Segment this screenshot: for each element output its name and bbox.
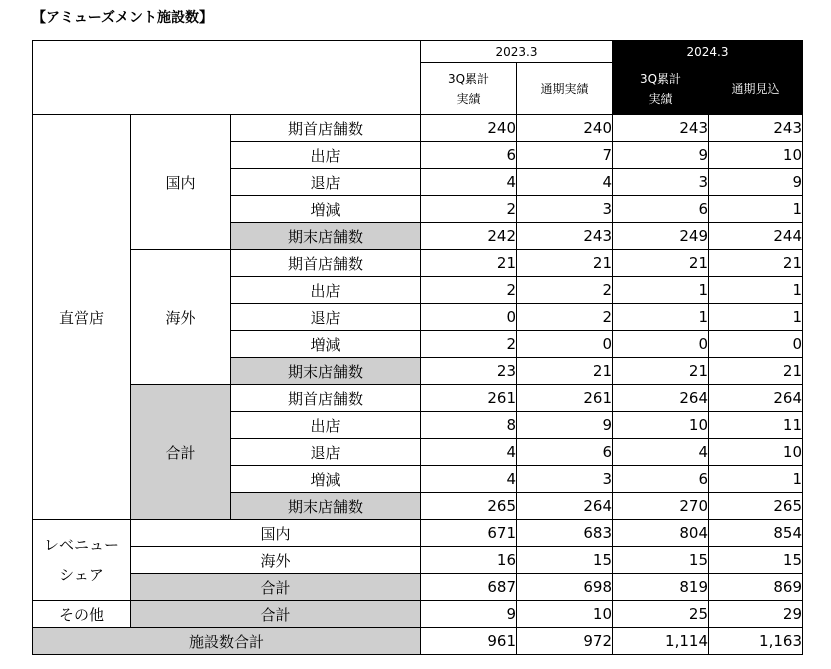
cell: 3 — [613, 169, 709, 196]
cell: 6 — [517, 439, 613, 466]
cell: 0 — [613, 331, 709, 358]
row-label: 退店 — [231, 169, 421, 196]
table-row — [33, 574, 803, 601]
cell: 21 — [709, 358, 803, 385]
cell: 1 — [709, 304, 803, 331]
row-label: 退店 — [231, 439, 421, 466]
row-label: 出店 — [231, 412, 421, 439]
cell: 698 — [517, 574, 613, 601]
cell: 240 — [517, 115, 613, 142]
group-revenue-share: レベニュー シェア — [33, 520, 131, 601]
cell: 261 — [421, 385, 517, 412]
cell: 16 — [421, 547, 517, 574]
cell: 1 — [709, 277, 803, 304]
cell: 1,163 — [709, 628, 803, 655]
cell: 671 — [421, 520, 517, 547]
cell: 244 — [709, 223, 803, 250]
cell: 1,114 — [613, 628, 709, 655]
cell: 11 — [709, 412, 803, 439]
cell: 6 — [613, 196, 709, 223]
cell: 21 — [517, 250, 613, 277]
cell: 243 — [517, 223, 613, 250]
table-row — [33, 385, 803, 412]
cell: 270 — [613, 493, 709, 520]
table-row — [33, 601, 803, 628]
cell: 4 — [421, 439, 517, 466]
cell: 2 — [421, 277, 517, 304]
cell: 23 — [421, 358, 517, 385]
cell: 264 — [613, 385, 709, 412]
cell: 9 — [613, 142, 709, 169]
cell: 7 — [517, 142, 613, 169]
cell: 242 — [421, 223, 517, 250]
table-row — [33, 250, 803, 277]
group-direct: 直営店 — [33, 115, 131, 520]
cell: 243 — [613, 115, 709, 142]
cell: 6 — [421, 142, 517, 169]
cell: 0 — [709, 331, 803, 358]
cell: 4 — [517, 169, 613, 196]
cell: 15 — [517, 547, 613, 574]
cell: 3 — [517, 466, 613, 493]
cell: 687 — [421, 574, 517, 601]
row-label: 海外 — [131, 547, 421, 574]
cell: 261 — [517, 385, 613, 412]
cell: 25 — [613, 601, 709, 628]
cell: 961 — [421, 628, 517, 655]
cell: 819 — [613, 574, 709, 601]
group-other: その他 — [33, 601, 131, 628]
cell: 9 — [421, 601, 517, 628]
cell: 8 — [421, 412, 517, 439]
row-label: 退店 — [231, 304, 421, 331]
group-domestic: 国内 — [131, 115, 231, 250]
cell: 2 — [517, 277, 613, 304]
row-label: 期首店舗数 — [231, 385, 421, 412]
cell: 1 — [709, 196, 803, 223]
cell: 6 — [613, 466, 709, 493]
cell: 265 — [709, 493, 803, 520]
cell: 683 — [517, 520, 613, 547]
facility-table — [32, 40, 803, 655]
row-label: 合計 — [131, 601, 421, 628]
row-label: 期末店舗数 — [231, 358, 421, 385]
cell: 4 — [421, 169, 517, 196]
header-col3-line1: 3Q累計 — [639, 71, 682, 86]
header-year-2024: 2024.3 — [613, 41, 803, 63]
cell: 265 — [421, 493, 517, 520]
cell: 10 — [613, 412, 709, 439]
header-year-2023: 2023.3 — [421, 41, 613, 63]
cell: 972 — [517, 628, 613, 655]
group-overseas: 海外 — [131, 250, 231, 385]
row-label: 期首店舗数 — [231, 250, 421, 277]
row-label: 期末店舗数 — [231, 493, 421, 520]
cell: 854 — [709, 520, 803, 547]
row-label: 期首店舗数 — [231, 115, 421, 142]
cell: 15 — [709, 547, 803, 574]
cell: 29 — [709, 601, 803, 628]
cell: 243 — [709, 115, 803, 142]
cell: 1 — [613, 304, 709, 331]
cell: 1 — [709, 466, 803, 493]
cell: 3 — [517, 196, 613, 223]
header-col4: 通期見込 — [709, 63, 803, 115]
cell: 1 — [613, 277, 709, 304]
table-row — [33, 520, 803, 547]
cell: 2 — [517, 304, 613, 331]
header-col1-line1: 3Q累計 — [447, 71, 490, 86]
header-col1 — [421, 63, 517, 115]
cell: 240 — [421, 115, 517, 142]
cell: 21 — [421, 250, 517, 277]
group-subtotal: 合計 — [131, 385, 231, 520]
cell: 2 — [421, 331, 517, 358]
cell: 0 — [421, 304, 517, 331]
cell: 21 — [517, 358, 613, 385]
cell: 10 — [709, 142, 803, 169]
header-col3-line2: 実績 — [648, 91, 673, 106]
row-label: 出店 — [231, 277, 421, 304]
table-row — [33, 628, 803, 655]
cell: 249 — [613, 223, 709, 250]
cell: 264 — [517, 493, 613, 520]
header-col2: 通期実績 — [517, 63, 613, 115]
table-row — [33, 547, 803, 574]
cell: 2 — [421, 196, 517, 223]
cell: 21 — [613, 250, 709, 277]
cell: 10 — [709, 439, 803, 466]
cell: 0 — [517, 331, 613, 358]
cell: 10 — [517, 601, 613, 628]
cell: 9 — [517, 412, 613, 439]
row-label: 出店 — [231, 142, 421, 169]
cell: 804 — [613, 520, 709, 547]
row-label: 国内 — [131, 520, 421, 547]
cell: 4 — [421, 466, 517, 493]
row-label: 増減 — [231, 196, 421, 223]
cell: 21 — [613, 358, 709, 385]
table-row — [33, 115, 803, 142]
page-title: 【アミューズメント施設数】 — [32, 10, 214, 26]
row-label: 増減 — [231, 466, 421, 493]
grand-total-label: 施設数合計 — [33, 628, 421, 655]
header-col3 — [613, 63, 709, 115]
row-label: 期末店舗数 — [231, 223, 421, 250]
cell: 9 — [709, 169, 803, 196]
cell: 21 — [709, 250, 803, 277]
cell: 264 — [709, 385, 803, 412]
row-label: 合計 — [131, 574, 421, 601]
cell: 15 — [613, 547, 709, 574]
row-label: 増減 — [231, 331, 421, 358]
header-col1-line2: 実績 — [456, 91, 481, 106]
header-blank — [33, 41, 421, 115]
cell: 4 — [613, 439, 709, 466]
cell: 869 — [709, 574, 803, 601]
